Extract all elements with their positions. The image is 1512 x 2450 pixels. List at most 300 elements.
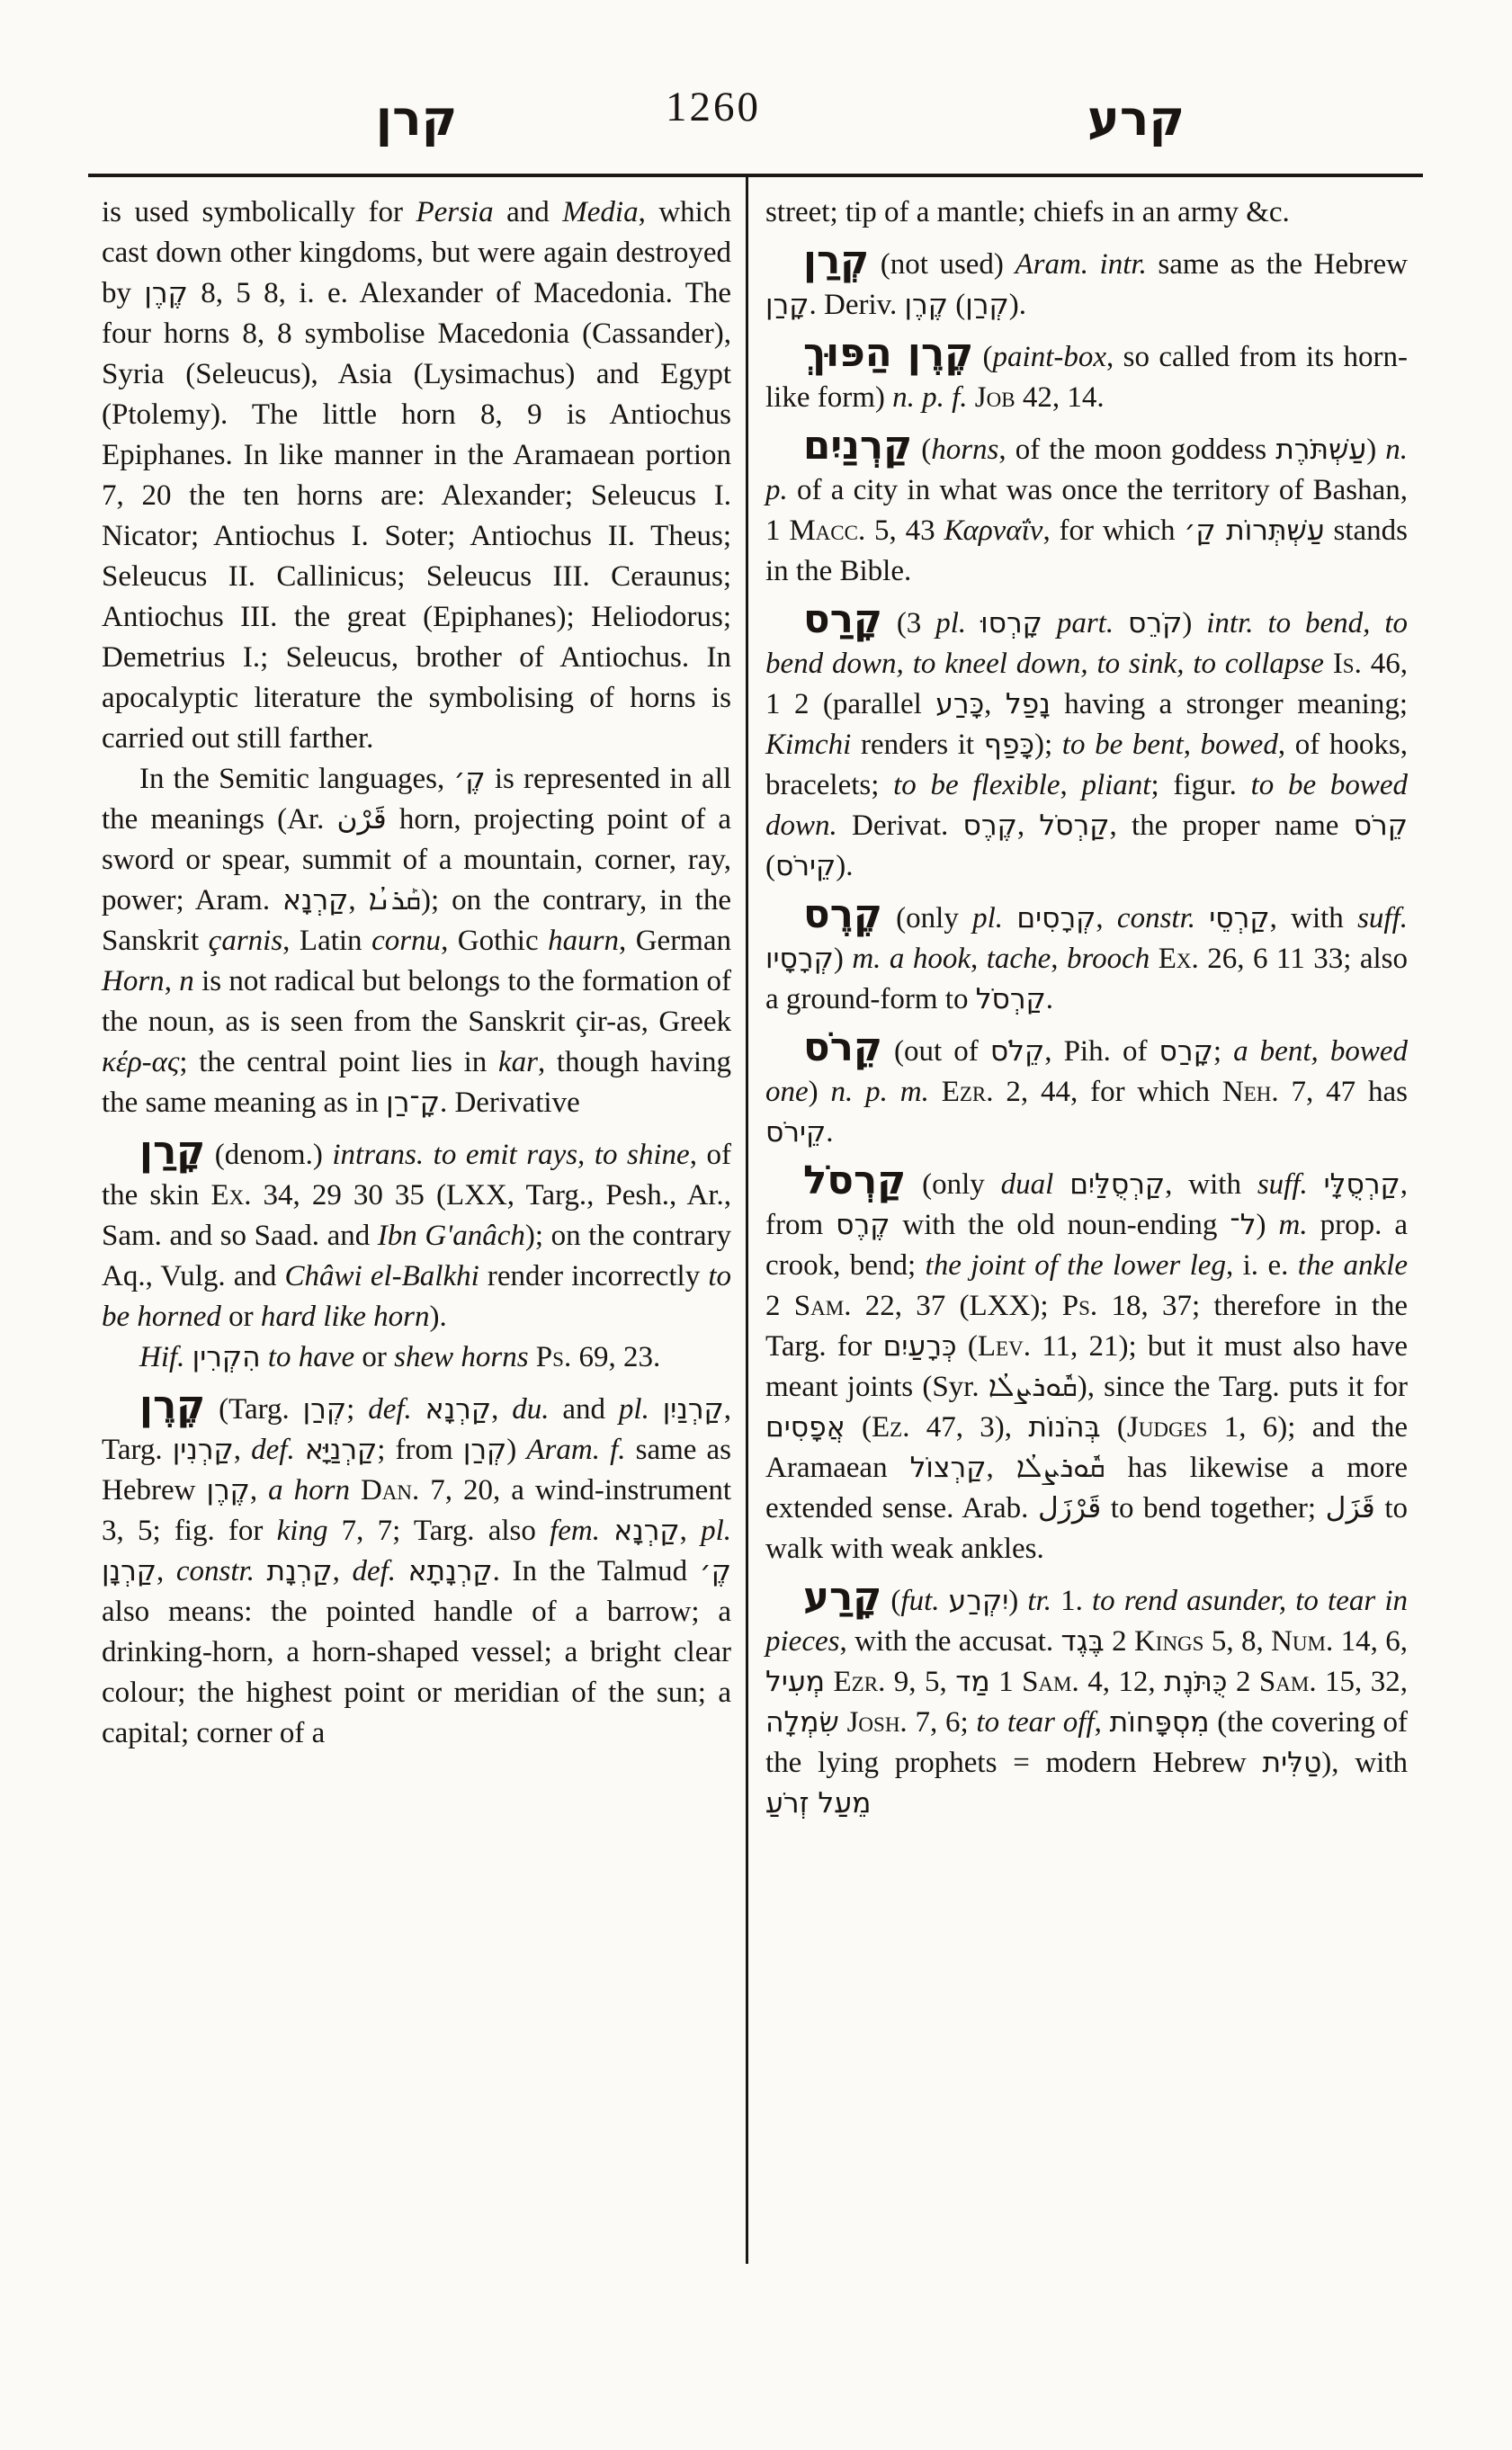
text-run: of a city in what was once the territory of Bashan, 1 (765, 474, 1408, 547)
italic-text: Kimchi (765, 729, 852, 761)
text-run: ); on the contrary Aq., Vulg. and (102, 1220, 732, 1292)
text-run: 7, 6; (907, 1706, 977, 1739)
text-run: ; from (377, 1434, 463, 1466)
text-run: (Targ. (205, 1393, 303, 1426)
hebrew-text: קֶרֶן (144, 277, 188, 309)
hebrew-text: מַד (955, 1666, 990, 1698)
arabic-text: قَرْزَل (1038, 1492, 1102, 1525)
italic-text: Aram. f. (526, 1434, 626, 1466)
text-run: street; tip of a mantle; chiefs in an army &c. (765, 196, 1290, 228)
scripture-reference: Ex. (210, 1179, 252, 1212)
text-run: 22, 37 (LXX); (851, 1290, 1062, 1322)
syriac-text: ܩܽܘܪܨܠܳܐ (1015, 1452, 1105, 1484)
italic-text: a bent, bowed one (765, 1035, 1408, 1108)
text-run: , (332, 1555, 353, 1587)
hebrew-text: קַרְנִין (172, 1434, 234, 1466)
text-run: , with (1269, 902, 1358, 934)
hebrew-text: כְּרָעַיִם (882, 1330, 957, 1363)
text-run: 7, 7; Targ. also (327, 1515, 550, 1547)
text-run: and (493, 196, 563, 228)
text-run: . (1045, 983, 1054, 1015)
text-run: is not radical but belongs to the formation of the noun, as is seen from the Sanskrit çir-as, Greek (102, 965, 731, 1038)
italic-text: pl. (701, 1515, 732, 1547)
text-run: 14, 6, (1333, 1625, 1408, 1658)
text-run: with the old noun-ending (890, 1209, 1230, 1241)
text-run: ) (1008, 1585, 1028, 1617)
scripture-reference: Neh. (1221, 1076, 1279, 1108)
text-run: stands in the Bible. (765, 514, 1409, 587)
greek-text: κέρ-ας (102, 1046, 180, 1078)
hebrew-text: קֵלֹס (989, 1035, 1045, 1068)
text-run: , (249, 1474, 269, 1507)
text-run: , with (1165, 1168, 1257, 1201)
italic-text: constr. (175, 1555, 255, 1587)
text-run (412, 1393, 425, 1426)
hebrew-text: עַשְׁתֹּרֶת (1275, 434, 1367, 466)
italic-text: to be bent (1061, 729, 1184, 761)
scripture-reference: Ez. (871, 1411, 910, 1444)
text-run: . Deriv. (809, 289, 905, 321)
hebrew-text: מֵעַל זְרֹעַ (765, 1787, 872, 1820)
hebrew-text: קֵירֹס (775, 850, 837, 882)
text-run: 1 (989, 1666, 1023, 1698)
italic-text: brooch (1066, 943, 1150, 975)
text-run: 2 (765, 1290, 794, 1322)
entry-headword: קָרַע (803, 1575, 882, 1620)
text-run: , (164, 965, 180, 997)
text-run (396, 1555, 408, 1587)
text-run: , (986, 1452, 1016, 1484)
italic-text: to be bowed down. (765, 769, 1408, 842)
italic-text: to rend asunder, to tear in pieces (765, 1585, 1408, 1658)
hebrew-text: קַרְצוֹל (909, 1452, 987, 1484)
text-run: , (1016, 809, 1040, 842)
text-run (1114, 607, 1128, 639)
text-run: ). (836, 850, 854, 882)
text-run: ); on the contrary, in the Sanskrit (102, 884, 731, 957)
hebrew-text: קֶרֶן (904, 289, 948, 321)
italic-text: dual (1000, 1168, 1054, 1201)
text-run: 46, 1 2 (parallel (765, 648, 1408, 720)
dictionary-entry (765, 1575, 1409, 1824)
hebrew-text: קַרְסֹל (1039, 809, 1110, 842)
scripture-reference: Ezr. (941, 1076, 994, 1108)
italic-text: du. (512, 1393, 550, 1426)
hebrew-text: יִקְרַע (948, 1585, 1009, 1617)
text-run (600, 1515, 613, 1547)
scripture-reference: Judges (1126, 1411, 1208, 1444)
paragraph (102, 192, 731, 759)
text-run (529, 1341, 536, 1373)
text-run: also means: the pointed handle of a barrow; a drinking-horn, a horn-shaped vessel; a bright clear colour; the highest point or meridian of the sun; a capital; corner of a (102, 1596, 731, 1749)
header-left-keyword: קרן (375, 90, 458, 147)
header-right-keyword: קרע (1087, 90, 1185, 147)
text-run: 5, 8, (1203, 1625, 1272, 1658)
text-run: 8, 5 8, i. e. Alexander of Macedonia. The four horns 8, 8 symbolise Macedonia (Cassander), Syria (Seleucus), Asia (Lysimachus) and Egypt (Ptolemy). The little horn 8, 9 is Antiochus Epiphanes. In like manner in the Aramaean portion 7, 20 the ten horns are: Alexander; Seleucus I. Nicator; Antiochus I. Soter; Antiochus II. Theus; Seleucus II. Callinicus; Seleucus III. Ceraunus; Antiochus III. the great (Epiphanes); Heliodorus; Demetrius I.; Seleucus, brother of Antiochus. In apocalyptic literature the symbolising of horns is carried out still farther. (102, 277, 731, 755)
text-run: ( (765, 850, 775, 882)
italic-text: bowed (1200, 729, 1278, 761)
dictionary-entry (102, 1129, 732, 1337)
italic-text: Châwi el-Balkhi (284, 1260, 479, 1292)
text-run: 5, 43 (865, 514, 944, 547)
text-run: or (220, 1301, 261, 1333)
right-column (765, 192, 1408, 1824)
text-run: , from (765, 1168, 1409, 1241)
text-run: (3 (881, 607, 936, 639)
italic-text: m. (1278, 1209, 1308, 1241)
italic-text: def. (368, 1393, 412, 1426)
text-run: 18, 37; therefore in the Targ. for (765, 1290, 1409, 1363)
hebrew-text: קְרָסִים (1016, 902, 1096, 934)
hebrew-text: אֲפָסִים (765, 1411, 845, 1444)
italic-text: m. a hook (852, 943, 971, 975)
syriac-text: ܩܽܘܪܨܠܳܐ (988, 1371, 1078, 1403)
text-run: , Pih. of (1044, 1035, 1159, 1068)
hebrew-text: קֹרֵס (1128, 607, 1183, 639)
hebrew-text: טַלִּית (1262, 1747, 1322, 1779)
hebrew-text: קַרְסֻלַּיִם (1069, 1168, 1166, 1201)
hebrew-text: קֵרֹס (1353, 809, 1408, 842)
italic-text: suff. (1357, 902, 1408, 934)
scripture-reference: Ex. (1158, 943, 1199, 975)
text-run: 69, 23. (571, 1341, 661, 1373)
text-run: ) (1256, 1209, 1279, 1241)
hebrew-text: קֶרֶס (836, 1209, 890, 1241)
hebrew-text: קָרְסוּ (980, 607, 1042, 639)
text-run: ; figur. (1150, 769, 1251, 801)
text-run: 47, 3), (909, 1411, 1029, 1444)
hebrew-text: קְרַן (965, 289, 1009, 321)
italic-text: paint-box (992, 341, 1107, 373)
text-run: 2 (1104, 1625, 1134, 1658)
entry-headword: קֶרֶן הַפּוּךְ (803, 331, 974, 376)
hebrew-text: קֶ׳ (699, 1555, 732, 1587)
italic-text: n. p. f. (892, 381, 968, 414)
italic-text: part. (1056, 607, 1114, 639)
italic-text: Persia (416, 196, 494, 228)
text-run: (out of (881, 1035, 990, 1068)
text-run: (denom.) (205, 1139, 333, 1171)
scripture-reference: Dan. (360, 1474, 420, 1507)
italic-text: hard like horn (260, 1301, 430, 1333)
scripture-reference: Ps. (1061, 1290, 1098, 1322)
text-run (825, 1666, 833, 1698)
text-run (929, 1076, 942, 1108)
text-run: same as Hebrew (102, 1434, 731, 1507)
text-run: , of the skin (102, 1139, 731, 1212)
hebrew-text: קֶרֶס (962, 809, 1017, 842)
header-page-number: 1260 (666, 84, 761, 130)
dictionary-entry (765, 892, 1409, 1020)
scripture-reference: Num. (1271, 1625, 1334, 1658)
dictionary-entry (765, 238, 1409, 326)
italic-text: intr. to bend, to bend down, to kneel down, to sink, to collapse (765, 607, 1409, 680)
text-run: , (679, 1515, 702, 1547)
text-run (968, 381, 975, 414)
hebrew-text: כָּפַף (983, 729, 1034, 761)
text-run: . In the Talmud (492, 1555, 700, 1587)
italic-text: Ibn G'anâch (377, 1220, 525, 1252)
italic-text: tache (986, 943, 1051, 975)
scripture-reference: Is. (1332, 648, 1362, 680)
italic-text: shew horns (394, 1341, 529, 1373)
text-run: 7, 20, a wind-instrument 3, 5; fig. for (102, 1474, 731, 1547)
entry-headword: קֶרֶן (139, 1383, 206, 1428)
text-run: 11, 21); but it must also have meant joints (Syr. (765, 1330, 1409, 1403)
hebrew-text: הִקְרִין (192, 1341, 261, 1373)
text-run: ; (1212, 1035, 1234, 1068)
scripture-reference: Kings (1133, 1625, 1204, 1658)
text-run: is represented in all the meanings (Ar. (102, 763, 731, 836)
header-rule (88, 174, 1423, 177)
text-run: renders it (851, 729, 984, 761)
italic-text: pl. (618, 1393, 649, 1426)
italic-text: fut. (900, 1585, 940, 1617)
text-run: , (971, 943, 987, 975)
text-run: 4, 12, (1078, 1666, 1165, 1698)
text-run: horn, projecting point of a sword or spear, summit of a mountain, corner, ray, power; Aram. (102, 803, 731, 917)
text-run: to walk with weak ankles. (765, 1492, 1408, 1565)
italic-text: constr. (1116, 902, 1196, 934)
text-run: 34, 29 30 35 (LXX, Targ., Pesh., Ar., Sam. and so Saad. and (102, 1179, 731, 1252)
dictionary-entry (765, 1158, 1409, 1569)
dictionary-entry (765, 597, 1409, 887)
text-run: 9, 5, (885, 1666, 956, 1698)
hebrew-text: כֻּתֹּנֶת (1164, 1666, 1228, 1698)
entry-headword: קֶרֶס (803, 892, 882, 937)
italic-text: pl. (935, 607, 967, 639)
text-run: to bend together; (1101, 1492, 1326, 1525)
text-run: (only (906, 1168, 1001, 1201)
text-run: , (1183, 729, 1201, 761)
text-run (255, 1555, 267, 1587)
text-run: ) (1182, 607, 1207, 639)
dictionary-entry (102, 1383, 732, 1754)
hebrew-text: קַרְנַיִן (662, 1393, 724, 1426)
text-run: , with the accusat. (839, 1625, 1061, 1658)
paragraph (102, 1337, 731, 1378)
text-run: (the covering of the lying prophets = modern Hebrew (765, 1706, 1409, 1779)
text-run: Derivat. (837, 809, 963, 842)
text-run: having a stronger meaning; (1050, 688, 1408, 720)
greek-text: Καρναΐν (944, 514, 1043, 547)
column-divider (746, 177, 748, 2264)
text-run: ( (947, 289, 966, 321)
hebrew-text: ל־ (1230, 1209, 1257, 1241)
italic-text: pl. (972, 902, 1004, 934)
text-run: , (157, 1555, 176, 1587)
italic-text: fem. (550, 1515, 600, 1547)
hebrew-text: קְרָסָיו (765, 943, 834, 975)
italic-text: def. (352, 1555, 397, 1587)
hebrew-text: קְרַן (302, 1393, 347, 1426)
hebrew-text: קָרַס (1159, 1035, 1213, 1068)
entry-headword: קַרְנַיִם (803, 424, 913, 469)
hebrew-text: קַרְנַיָּא (304, 1434, 378, 1466)
scripture-reference: Josh. (846, 1706, 908, 1739)
text-run: , (1051, 943, 1067, 975)
italic-text: çarnis (208, 925, 283, 957)
text-run: , (984, 688, 1006, 720)
text-run (1003, 902, 1016, 934)
italic-text: to be flexible (893, 769, 1060, 801)
scripture-reference: Lev. (977, 1330, 1031, 1363)
italic-text: suff. (1257, 1168, 1308, 1201)
scripture-reference: Job (974, 381, 1015, 414)
text-run: prop. a crook, bend; (765, 1209, 1408, 1282)
text-run: , Targ. (102, 1393, 731, 1466)
text-run: ) (506, 1434, 527, 1466)
italic-text: n (179, 965, 194, 997)
italic-text: n. p. m. (830, 1076, 929, 1108)
hebrew-text: קַרְסֻלָּי (1323, 1168, 1400, 1201)
italic-text: to tear off (976, 1706, 1095, 1739)
text-run: ( (912, 434, 932, 466)
text-run: , (233, 1434, 252, 1466)
scripture-reference: Ps. (535, 1341, 572, 1373)
text-run: 1, 6); and the Aramaean (765, 1411, 1408, 1484)
paragraph (102, 759, 731, 1123)
hebrew-text: עַשְׁתְּרוֹת קַ׳ (1184, 514, 1325, 547)
paragraph (765, 192, 1408, 233)
text-run: same as the Hebrew (1146, 248, 1409, 281)
hebrew-text: קַרְסֹל (975, 983, 1046, 1015)
text-run: ( (845, 1411, 872, 1444)
text-run: , (1094, 1706, 1110, 1739)
text-run: 15, 32, (1316, 1666, 1409, 1698)
italic-text: pliant (1081, 769, 1151, 801)
italic-text: horns (931, 434, 999, 466)
italic-text: Aram. intr. (1015, 248, 1147, 281)
text-run: ; the central point lies in (179, 1046, 498, 1078)
hebrew-text: קָרַן (765, 289, 810, 321)
text-run: is used symbolically for (102, 196, 416, 228)
italic-text: cornu (371, 925, 442, 957)
scripture-reference: Sam. (1022, 1666, 1079, 1698)
dictionary-entry (765, 331, 1408, 418)
text-run: has likewise a more extended sense. Arab. (765, 1452, 1408, 1525)
text-run: , Gothic (441, 925, 549, 957)
hebrew-text: כָּרַע (935, 688, 985, 720)
text-run: , of hooks, bracelets; (765, 729, 1408, 801)
italic-text: haurn (548, 925, 619, 957)
text-run: , (491, 1393, 513, 1426)
text-run: ; (346, 1393, 369, 1426)
text-run: , the proper name (1109, 809, 1354, 842)
italic-text: king (276, 1515, 328, 1547)
italic-text: intrans. to emit rays, to shine (332, 1139, 690, 1171)
hebrew-text: קַרְנָא (425, 1393, 492, 1426)
hebrew-text: קַרְסֵי (1209, 902, 1270, 934)
italic-text: to be horned (102, 1260, 732, 1333)
text-run: , of the moon goddess (998, 434, 1276, 466)
hebrew-text: קֵירֹס (765, 1116, 827, 1149)
text-run: and (549, 1393, 619, 1426)
text-run: ) (1366, 434, 1386, 466)
text-run (184, 1341, 192, 1373)
text-run: ), since the Targ. puts it for (1077, 1371, 1408, 1403)
text-run: 2 (1227, 1666, 1259, 1698)
scripture-reference: Sam. (1258, 1666, 1317, 1698)
hebrew-text: קַרְנָתָא (407, 1555, 493, 1587)
text-run (1195, 902, 1209, 934)
text-run: ); (1033, 729, 1062, 761)
text-run (1053, 1168, 1069, 1201)
italic-text: Media (562, 196, 639, 228)
text-run: ), with (1321, 1747, 1408, 1779)
text-run (1150, 943, 1158, 975)
italic-text: def. (251, 1434, 295, 1466)
text-run (261, 1341, 268, 1373)
text-run: 2, 44, for which (993, 1076, 1222, 1108)
text-run (1042, 607, 1057, 639)
text-run: render incorrectly (479, 1260, 709, 1292)
arabic-text: قَزَل (1325, 1492, 1375, 1525)
text-run: ( (881, 1585, 901, 1617)
hebrew-text: קֶ׳ (453, 763, 486, 795)
text-run: ( (1100, 1411, 1127, 1444)
text-run: , which cast down other kingdoms, but were again destroyed by (102, 196, 731, 309)
italic-text: n. p. (765, 434, 1409, 506)
text-run (1308, 1168, 1324, 1201)
text-run: , for which (1042, 514, 1185, 547)
italic-text: a horn (268, 1474, 350, 1507)
syriac-text: ܩܰܪܢܳܐ (368, 884, 422, 917)
hebrew-text: קַרְנָת (266, 1555, 333, 1587)
hebrew-text: נָפַל (1005, 688, 1051, 720)
text-run: , though having the same meaning as in (102, 1046, 731, 1119)
text-run: (only (881, 902, 973, 934)
text-run: , (1060, 769, 1082, 801)
dictionary-entry (765, 1025, 1408, 1153)
scripture-reference: Sam. (793, 1290, 852, 1322)
text-run: 42, 14. (1015, 381, 1105, 414)
text-run: ( (956, 1330, 978, 1363)
hebrew-text: קַרְנָא (613, 1515, 680, 1547)
entry-headword: קָרַן (139, 1129, 206, 1174)
left-column (102, 192, 731, 1754)
italic-text: Horn (102, 965, 165, 997)
dictionary-entry (765, 424, 1409, 592)
hebrew-text: מִסְפָּחוֹת (1109, 1706, 1210, 1739)
entry-headword: קֵרֹס (803, 1025, 882, 1070)
hebrew-text: קֶרֶן (206, 1474, 250, 1507)
text-run: , Latin (282, 925, 372, 957)
text-run: In the Semitic languages, (139, 763, 454, 795)
scripture-reference: Ezr. (833, 1666, 886, 1698)
hebrew-text: בְּהֹנוֹת (1028, 1411, 1101, 1444)
text-run: or (354, 1341, 395, 1373)
hebrew-text: מְעִיל (765, 1666, 826, 1698)
text-run (350, 1474, 361, 1507)
italic-text: Hif. (139, 1341, 185, 1373)
arabic-text: قَرْن (336, 803, 387, 836)
text-run: ( (973, 341, 993, 373)
hebrew-text: שִׂמְלָה (765, 1706, 839, 1739)
text-run (295, 1434, 305, 1466)
scripture-reference: Macc. (789, 514, 866, 547)
text-run: , so called from its horn-like form) (765, 341, 1408, 414)
text-run (649, 1393, 663, 1426)
text-run: , (348, 884, 369, 917)
italic-text: to have (267, 1341, 355, 1373)
hebrew-text: בֶּגֶד (1060, 1625, 1105, 1658)
text-run: , German (618, 925, 731, 957)
text-run: ). (1008, 289, 1026, 321)
text-run (839, 1706, 847, 1739)
text-run: , i. e. (1225, 1249, 1298, 1282)
text-run: 26, 6 11 33; also a ground-form to (765, 943, 1409, 1015)
